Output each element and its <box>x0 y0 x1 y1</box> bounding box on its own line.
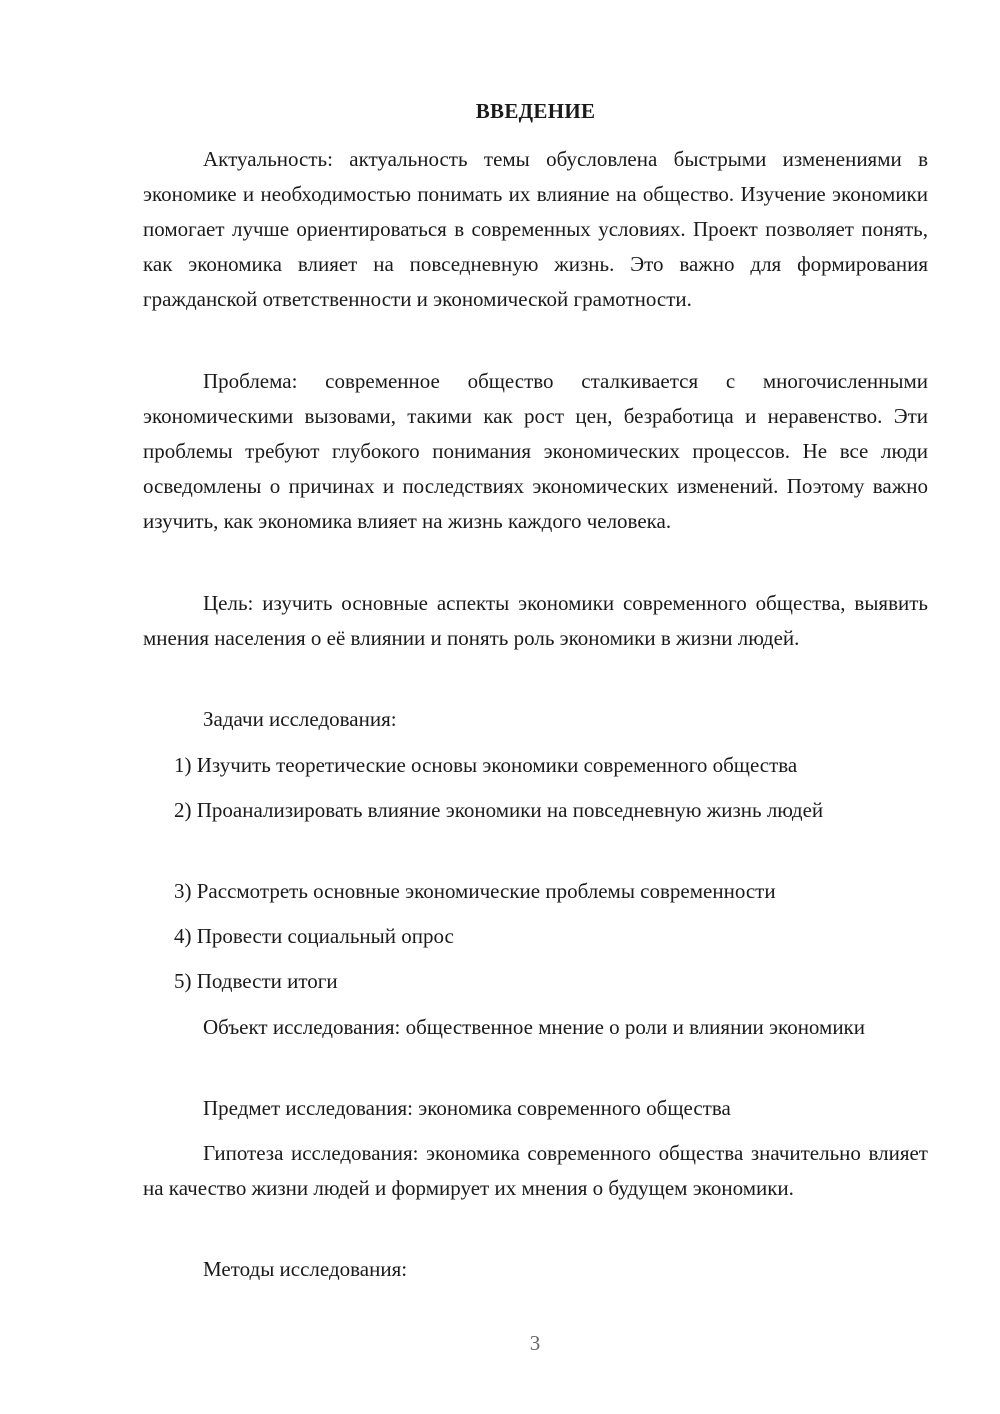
task-item-2: 2) Проанализировать влияние экономики на повседневную жизнь людей <box>174 798 824 822</box>
relevance-paragraph: Актуальность: актуальность темы обусловлена быстрыми изменениями в экономике и необходимостью понимать их влияние на общество. Изучение экономики помогает лучше ориентироваться в современных условиях. Проект позволяет понять, как экономика влияет на повседневную жизнь. Это важно для формирования гражданской ответственности и экономической грамотности. <box>143 147 928 311</box>
task-item-3: 3) Рассмотреть основные экономические проблемы современности <box>174 879 776 903</box>
methods-title: Методы исследования: <box>203 1257 408 1281</box>
hypothesis-paragraph: Гипотеза исследования: экономика современного общества значительно влияет на качество жизни людей и формирует их мнения о будущем экономики. <box>143 1141 928 1200</box>
object-paragraph: Объект исследования: общественное мнение о роли и влиянии экономики <box>203 1015 866 1039</box>
subject-paragraph: Предмет исследования: экономика современного общества <box>203 1096 731 1120</box>
problem-paragraph: Проблема: современное общество сталкивается с многочисленными экономическими вызовами, такими как рост цен, безработица и неравенство. Эти проблемы требуют глубокого понимания экономических процессов. Не все люди осведомлены о причинах и последствиях экономических изменений. Поэтому важно изучить, как экономика влияет на жизнь каждого человека. <box>143 369 928 533</box>
goal-paragraph: Цель: изучить основные аспекты экономики современного общества, выявить мнения населения о её влиянии и понять роль экономики в жизни людей. <box>143 591 928 650</box>
page-number: 3 <box>529 1331 541 1355</box>
section-heading: ВВЕДЕНИЕ <box>475 99 596 123</box>
task-item-1: 1) Изучить теоретические основы экономики современного общества <box>174 753 798 777</box>
task-item-5: 5) Подвести итоги <box>174 969 338 993</box>
task-item-4: 4) Провести социальный опрос <box>174 924 454 948</box>
tasks-title: Задачи исследования: <box>203 707 397 731</box>
